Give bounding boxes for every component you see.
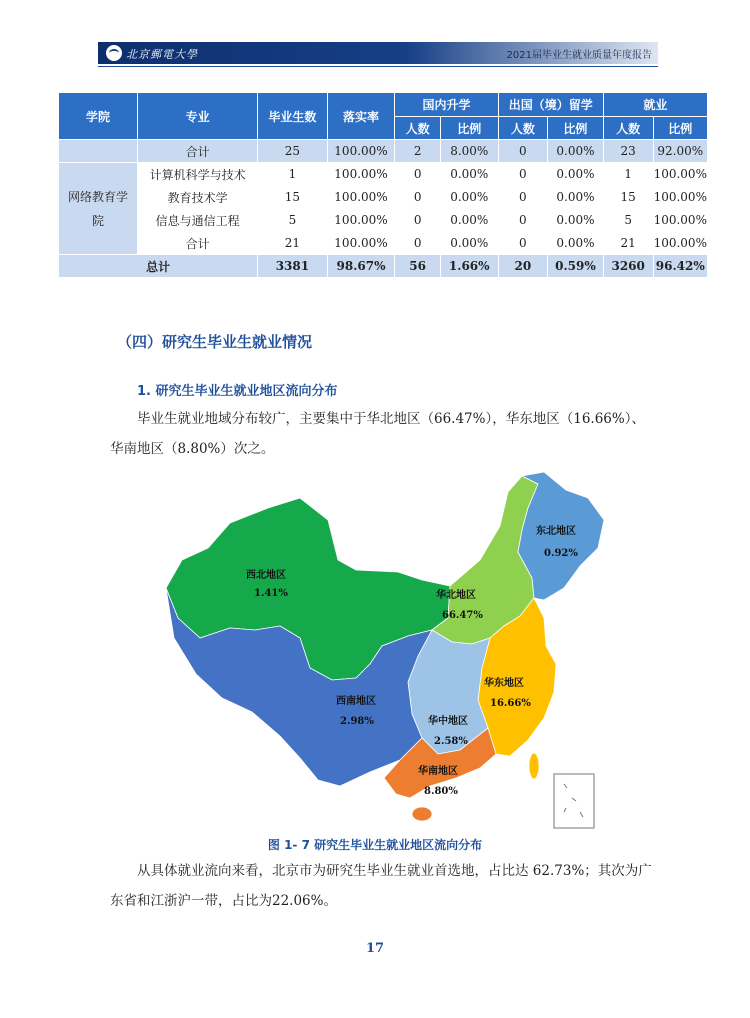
table-row-total (59, 255, 708, 278)
table-cell: 0 (498, 209, 547, 232)
table-cell: 23 (603, 140, 653, 163)
taiwan-island (529, 753, 539, 779)
header-count: 人数 (603, 117, 653, 140)
header-count: 人数 (395, 117, 441, 140)
table-cell: 合计 (138, 232, 258, 255)
header-ratio: 比例 (548, 117, 604, 140)
table-cell: 信息与通信工程 (138, 209, 258, 232)
employment-table (58, 92, 708, 278)
table-cell: 0.59% (548, 255, 604, 278)
table-cell: 0 (498, 163, 547, 186)
table-cell: 15 (603, 186, 653, 209)
subsection-title: 1. 研究生毕业生就业地区流向分布 (137, 384, 338, 399)
table-cell: 20 (498, 255, 547, 278)
table-cell: 100.00% (653, 163, 707, 186)
table-cell: 总计 (59, 255, 258, 278)
region-label-east: 华东地区 (484, 678, 524, 689)
university-logo-icon (106, 45, 122, 61)
region-label-north: 华北地区 (436, 590, 476, 601)
table-cell: 0 (395, 209, 441, 232)
table-cell: 100.00% (653, 186, 707, 209)
table-cell: 0.00% (440, 209, 498, 232)
region-pct-northeast: 0.92% (544, 548, 578, 559)
table-cell: 96.42% (653, 255, 707, 278)
china-region-map (160, 468, 610, 830)
table-cell: 21 (258, 232, 327, 255)
region-label-central: 华中地区 (428, 716, 468, 727)
table-cell: 2 (395, 140, 441, 163)
table-cell: 0 (498, 186, 547, 209)
table-cell: 100.00% (653, 232, 707, 255)
paragraph: 毕业生就业地域分布较广，主要集中于华北地区（66.47%），华东地区（16.66%）、华南地区（8.80%）次之。 (110, 411, 645, 457)
table-cell (59, 140, 138, 163)
table-cell: 0.00% (548, 232, 604, 255)
table-row (59, 232, 708, 255)
table-cell: 0.00% (548, 163, 604, 186)
table-cell: 5 (603, 209, 653, 232)
table-cell: 计算机科学与技术 (138, 163, 258, 186)
table-row (59, 163, 708, 186)
region-label-southwest: 西南地区 (336, 696, 376, 707)
table-cell: 100.00% (327, 186, 395, 209)
inset-islands (564, 784, 583, 817)
region-label-northeast: 东北地区 (536, 526, 576, 537)
table-cell: 0 (395, 186, 441, 209)
report-title: 2021届毕业生就业质量年度报告 (506, 50, 652, 61)
header-rate: 落实率 (327, 93, 395, 140)
table-cell: 0 (498, 140, 547, 163)
header-count: 人数 (498, 117, 547, 140)
page-number: 17 (365, 941, 385, 956)
south-china-sea-inset (554, 774, 594, 828)
table-cell: 0 (498, 232, 547, 255)
table-cell: 98.67% (327, 255, 395, 278)
region-label-northwest: 西北地区 (246, 570, 286, 581)
table-cell: 0.00% (548, 209, 604, 232)
header-ratio: 比例 (653, 117, 707, 140)
table-cell: 100.00% (327, 140, 395, 163)
region-pct-north: 66.47% (442, 610, 483, 621)
table-cell: 21 (603, 232, 653, 255)
hainan-island (412, 807, 432, 821)
paragraph: 从具体就业流向来看，北京市为研究生毕业生就业首选地，占比达 62.73%；其次为广东省和江浙沪一带，占比为22.06%。 (110, 863, 652, 909)
region-label-south: 华南地区 (418, 766, 458, 777)
header-divider (98, 66, 658, 67)
table-cell: 0 (395, 232, 441, 255)
header-major: 专业 (138, 93, 258, 140)
table-cell: 5 (258, 209, 327, 232)
table-cell: 0.00% (548, 186, 604, 209)
table-row (59, 186, 708, 209)
table-cell: 0.00% (548, 140, 604, 163)
region-pct-south: 8.80% (424, 786, 458, 797)
section-title: （四）研究生毕业生就业情况 (117, 333, 313, 351)
table-cell: 3381 (258, 255, 327, 278)
region-pct-northwest: 1.41% (254, 588, 288, 599)
table-cell: 合计 (138, 140, 258, 163)
table-cell: 0 (395, 163, 441, 186)
header-domestic: 国内升学 (395, 93, 498, 117)
table-cell: 3260 (603, 255, 653, 278)
table-cell: 0.00% (440, 163, 498, 186)
table-cell: 0.00% (440, 186, 498, 209)
page-header (98, 42, 658, 64)
region-pct-central: 2.58% (434, 736, 468, 747)
table-cell: 教育技术学 (138, 186, 258, 209)
table-cell: 1 (258, 163, 327, 186)
figure-caption: 图 1- 7 研究生毕业生就业地区流向分布 (267, 838, 483, 852)
header-abroad: 出国（境）留学 (498, 93, 603, 117)
header-employ: 就业 (603, 93, 707, 117)
table-cell: 0.00% (440, 232, 498, 255)
table-cell: 100.00% (653, 209, 707, 232)
header-grads: 毕业生数 (258, 93, 327, 140)
college-cell: 网络教育学院 (59, 163, 138, 255)
table-cell: 25 (258, 140, 327, 163)
header-ratio: 比例 (440, 117, 498, 140)
table-cell: 1.66% (440, 255, 498, 278)
table-cell: 92.00% (653, 140, 707, 163)
table-cell: 100.00% (327, 232, 395, 255)
table-cell: 56 (395, 255, 441, 278)
table-cell: 100.00% (327, 209, 395, 232)
table-cell: 15 (258, 186, 327, 209)
table-row (59, 140, 708, 163)
university-logo-text: 北京郵電大學 (126, 48, 198, 61)
table-cell: 1 (603, 163, 653, 186)
table-cell: 8.00% (440, 140, 498, 163)
header-college: 学院 (59, 93, 138, 140)
region-pct-east: 16.66% (490, 698, 531, 709)
table-cell: 100.00% (327, 163, 395, 186)
region-pct-southwest: 2.98% (340, 716, 374, 727)
table-row (59, 209, 708, 232)
